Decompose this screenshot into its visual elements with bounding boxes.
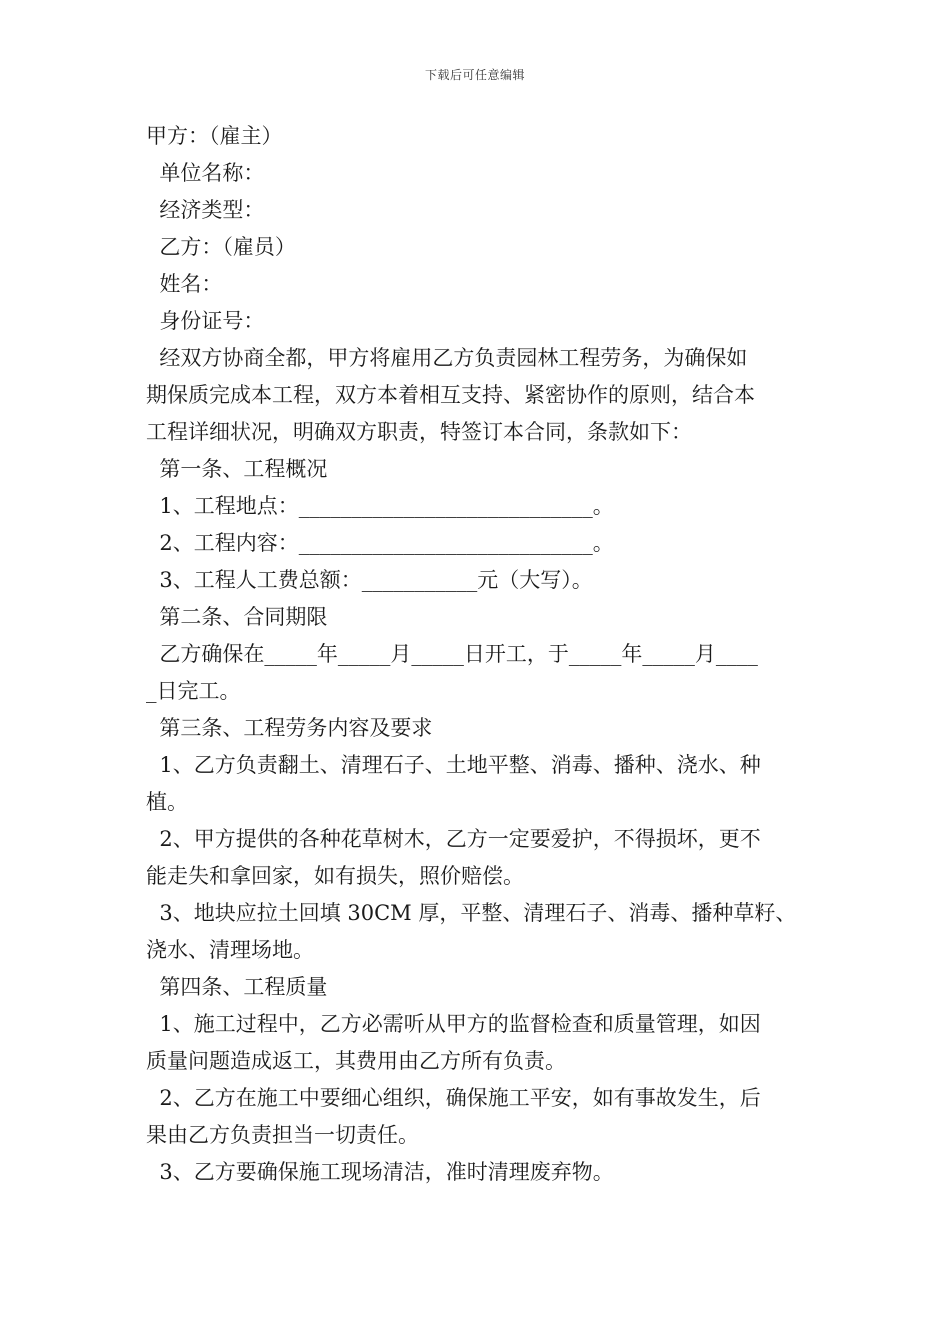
article-3-title: 第三条、工程劳务内容及要求 — [146, 716, 433, 740]
article-4-item-3-line-1: 3、乙方要确保施工现场清洁，准时清理废弃物。 — [146, 1160, 614, 1184]
article-3-item-2-line-2: 能走失和拿回家，如有损失，照价赔偿。 — [146, 864, 524, 888]
article-1-item-1: 1、工程地点：____________________________。 — [146, 494, 614, 518]
intro-line-1: 经双方协商全都，甲方将雇用乙方负责园林工程劳务，为确保如 — [146, 346, 748, 370]
article-1-item-3: 3、工程人工费总额：___________元（大写）。 — [146, 568, 593, 592]
article-4-item-1-line-1: 1、施工过程中，乙方必需听从甲方的监督检查和质量管理，如因 — [146, 1012, 761, 1036]
article-4-title: 第四条、工程质量 — [146, 975, 328, 999]
contract-body — [146, 118, 826, 1191]
article-2-line-2: _日完工。 — [146, 679, 241, 703]
party-a-heading: 甲方：（雇主） — [146, 124, 283, 148]
article-1-item-2: 2、工程内容：____________________________。 — [146, 531, 614, 555]
unit-name-label: 单位名称： — [146, 161, 265, 185]
id-number-label: 身份证号： — [146, 309, 265, 333]
article-3-item-1-line-2: 植。 — [146, 790, 188, 814]
name-label: 姓名： — [146, 272, 223, 296]
article-3-item-3-line-2: 浇水、清理场地。 — [146, 938, 314, 962]
article-1-title: 第一条、工程概况 — [146, 457, 328, 481]
article-2-title: 第二条、合同期限 — [146, 605, 328, 629]
article-3-item-2-line-1: 2、甲方提供的各种花草树木，乙方一定要爱护，不得损坏，更不 — [146, 827, 761, 851]
page-header-note: 下载后可任意编辑 — [424, 68, 525, 82]
article-4-item-2-line-1: 2、乙方在施工中要细心组织，确保施工平安，如有事故发生，后 — [146, 1086, 761, 1110]
article-3-item-3-line-1: 3、地块应拉土回填 30CM 厚，平整、清理石子、消毒、播种草籽、 — [146, 901, 797, 925]
article-2-line-1: 乙方确保在_____年_____月_____日开工，于_____年_____月____ — [146, 642, 758, 666]
intro-line-2: 期保质完成本工程，双方本着相互支持、紧密协作的原则，结合本 — [146, 383, 755, 407]
article-4-item-2-line-2: 果由乙方负责担当一切责任。 — [146, 1123, 419, 1147]
economic-type-label: 经济类型： — [146, 198, 265, 222]
party-b-heading: 乙方：（雇员） — [146, 235, 296, 259]
article-3-item-1-line-1: 1、乙方负责翻土、清理石子、土地平整、消毒、播种、浇水、种 — [146, 753, 761, 777]
intro-line-3: 工程详细状况，明确双方职责，特签订本合同，条款如下： — [146, 420, 692, 444]
article-4-item-1-line-2: 质量问题造成返工，其费用由乙方所有负责。 — [146, 1049, 566, 1073]
